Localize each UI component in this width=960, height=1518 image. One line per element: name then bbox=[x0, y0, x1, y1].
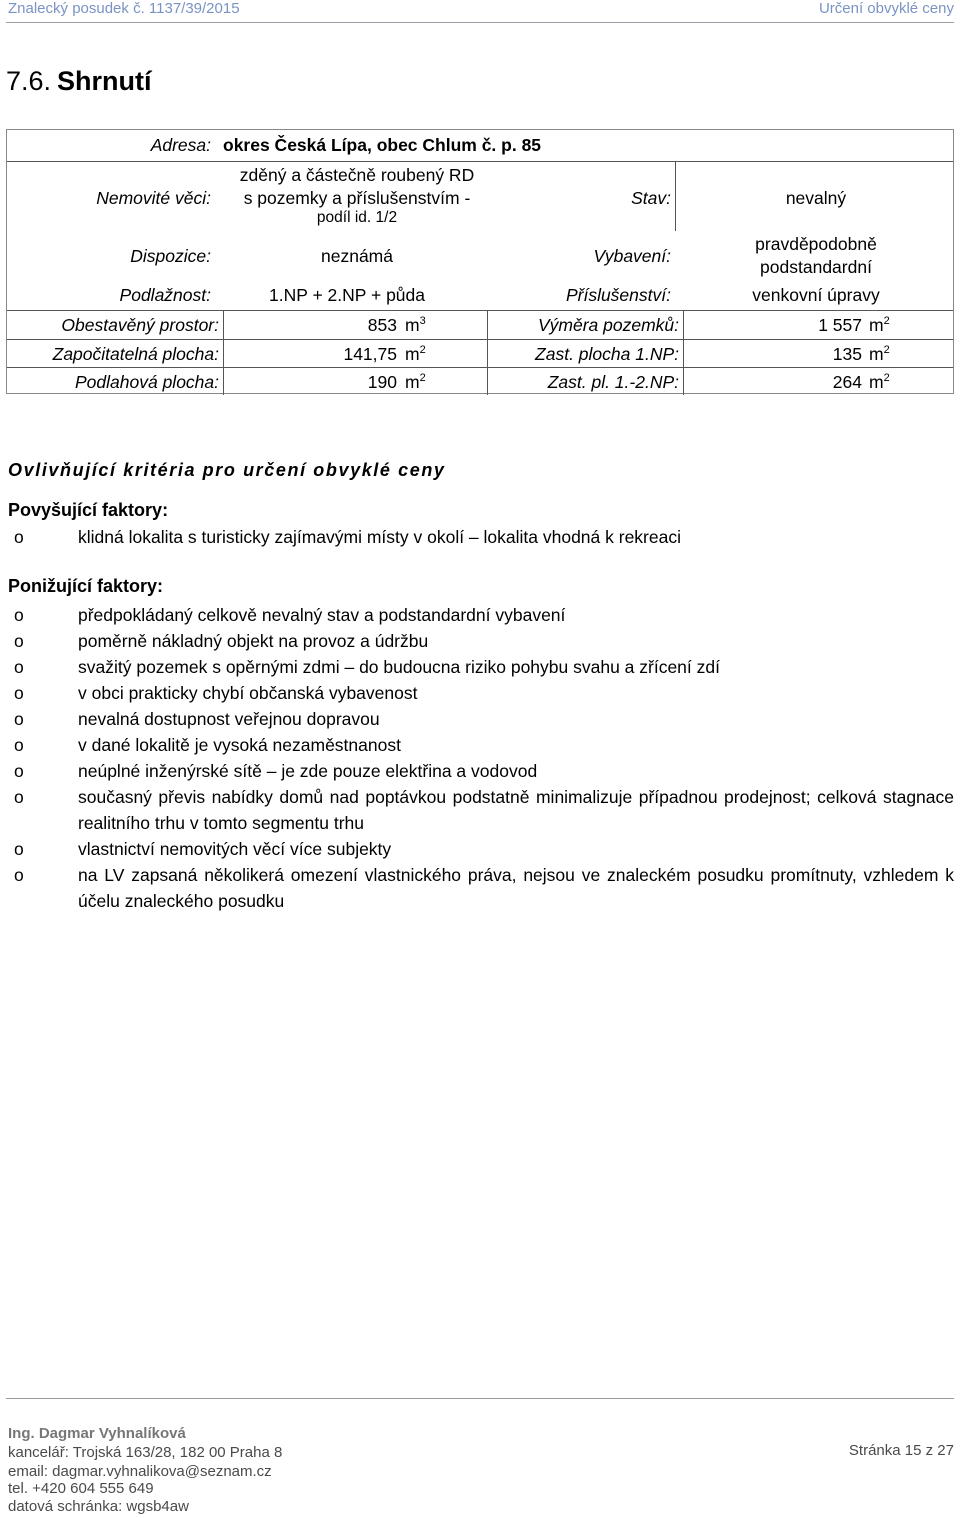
list-item bbox=[8, 732, 954, 758]
bullet-icon: o bbox=[14, 605, 24, 625]
floor-area-label: Podlahová plocha: bbox=[75, 372, 219, 392]
col-divider bbox=[487, 310, 488, 395]
raising-factors-title: Povyšující faktory: bbox=[8, 500, 169, 520]
address-value: okres Česká Lípa, obec Chlum č. p. 85 bbox=[223, 135, 542, 155]
counted-area-unit: $m^2$ bbox=[405, 344, 426, 364]
floor-area-value: 190 bbox=[367, 372, 397, 392]
footer-author: Ing. Dagmar Vyhnalíková bbox=[8, 1425, 186, 1442]
builtup-1np-label: Zast. plocha 1.NP: bbox=[535, 344, 679, 364]
list-item-text: na LV zapsaná několikerá omezení vlastnického práva, nejsou ve znaleckém posudku promítnuty, vzhledem k účelu znaleckého posudku bbox=[78, 865, 954, 911]
list-item bbox=[8, 680, 954, 706]
equipment-value-line1: pravděpodobně bbox=[755, 234, 877, 254]
header-section-name: Určení obvyklé ceny bbox=[818, 0, 954, 17]
list-item-text: v dané lokalitě je vysoká nezaměstnanost bbox=[78, 735, 401, 755]
state-label: Stav: bbox=[631, 188, 671, 208]
header-divider bbox=[6, 22, 954, 23]
col-divider bbox=[683, 310, 684, 395]
section-title: Shrnutí bbox=[57, 66, 152, 96]
list-item-text: nevalná dostupnost veřejnou dopravou bbox=[78, 709, 380, 729]
footer-databox: datová schránka: wgsb4aw bbox=[8, 1498, 189, 1515]
list-item bbox=[8, 706, 954, 732]
section-number: 7.6. bbox=[6, 66, 52, 96]
builtup-1np-unit: $m^2$ bbox=[869, 344, 890, 364]
built-space-unit: $m^3$ bbox=[405, 315, 426, 335]
items-value-line1: zděný a částečně roubený RD bbox=[239, 165, 475, 185]
list-item-text: neúplné inženýrské sítě – je zde pouze elektřina a vodovod bbox=[78, 761, 538, 781]
items-label: Nemovité věci: bbox=[96, 188, 211, 208]
list-item-text: poměrně nákladný objekt na provoz a údržbu bbox=[78, 631, 429, 651]
footer-divider bbox=[6, 1398, 954, 1399]
layout-label: Dispozice: bbox=[130, 246, 211, 266]
accessories-value: venkovní úpravy bbox=[752, 285, 880, 305]
land-area-label: Výměra pozemků: bbox=[537, 315, 679, 335]
list-item-text: předpokládaný celkově nevalný stav a podstandardní vybavení bbox=[78, 605, 566, 625]
land-area-value: 1 557 bbox=[818, 315, 862, 335]
builtup-12np-label: Zast. pl. 1.-2.NP: bbox=[547, 372, 679, 392]
list-item-text: vlastnictví nemovitých věcí více subjekty bbox=[78, 839, 392, 859]
floor-area-unit: $m^2$ bbox=[405, 372, 426, 392]
counted-area-label: Započitatelná plocha: bbox=[52, 344, 219, 364]
list-item bbox=[8, 628, 954, 654]
builtup-12np-unit: $m^2$ bbox=[869, 372, 890, 392]
footer-page-number: Stránka 15 z 27 bbox=[848, 1442, 954, 1459]
land-area-unit: $m^2$ bbox=[869, 315, 890, 335]
criteria-title: Ovlivňující kritéria pro určení obvyklé ceny bbox=[8, 460, 446, 480]
layout-value: neznámá bbox=[321, 246, 393, 266]
list-item bbox=[8, 758, 954, 784]
address-label: Adresa: bbox=[150, 135, 211, 155]
summary-table bbox=[6, 129, 954, 394]
footer-email: email: dagmar.vyhnalikova@seznam.cz bbox=[8, 1463, 272, 1480]
list-item bbox=[8, 654, 954, 680]
bullet-icon: o bbox=[14, 787, 24, 807]
col-divider bbox=[223, 310, 224, 395]
built-space-value: 853 bbox=[367, 315, 397, 335]
floors-value: 1.NP + 2.NP + půda bbox=[269, 285, 425, 305]
list-item-text: svažitý pozemek s opěrnými zdmi – do budoucna riziko pohybu svahu a zřícení zdí bbox=[78, 657, 720, 677]
lowering-factors-title: Ponižující faktory: bbox=[8, 576, 164, 596]
list-item bbox=[8, 602, 954, 628]
accessories-label: Příslušenství: bbox=[565, 285, 671, 305]
bullet-icon: o bbox=[14, 735, 24, 755]
list-item bbox=[8, 524, 954, 550]
builtup-12np-value: 264 bbox=[832, 372, 862, 392]
row-divider bbox=[7, 339, 953, 340]
built-space-label: Obestavěný prostor: bbox=[61, 315, 219, 335]
row-divider bbox=[7, 161, 953, 162]
state-value: nevalný bbox=[785, 188, 847, 208]
bullet-icon: o bbox=[14, 761, 24, 781]
equipment-label: Vybavení: bbox=[593, 246, 671, 266]
list-item-text: klidná lokalita s turisticky zajímavými místy v okolí – lokalita vhodná k rekreaci bbox=[78, 527, 681, 547]
list-item bbox=[8, 862, 954, 914]
counted-area-value: 141,75 bbox=[343, 344, 397, 364]
bullet-icon: o bbox=[14, 527, 24, 547]
builtup-1np-value: 135 bbox=[832, 344, 862, 364]
bullet-icon: o bbox=[14, 657, 24, 677]
footer-office: kancelář: Trojská 163/28, 182 00 Praha 8 bbox=[8, 1444, 283, 1461]
raising-factors-list bbox=[8, 524, 954, 550]
footer-phone: tel. +420 604 555 649 bbox=[8, 1480, 154, 1497]
bullet-icon: o bbox=[14, 631, 24, 651]
bullet-icon: o bbox=[14, 683, 24, 703]
row-divider bbox=[7, 310, 953, 311]
bullet-icon: o bbox=[14, 865, 24, 885]
items-value-line3: podíl id. 1/2 bbox=[316, 209, 398, 226]
row-divider bbox=[7, 367, 953, 368]
bullet-icon: o bbox=[14, 709, 24, 729]
items-value-line2: s pozemky a příslušenstvím - bbox=[243, 188, 471, 208]
bullet-icon: o bbox=[14, 839, 24, 859]
header-document-id: Znalecký posudek č. 1137/39/2015 bbox=[8, 0, 240, 17]
list-item-text: v obci prakticky chybí občanská vybavenost bbox=[78, 683, 418, 703]
floors-label: Podlažnost: bbox=[119, 285, 211, 305]
section-heading bbox=[6, 66, 152, 97]
equipment-value-line2: podstandardní bbox=[760, 257, 872, 277]
list-item bbox=[8, 836, 954, 862]
lowering-factors-list bbox=[8, 602, 954, 914]
col-divider bbox=[675, 161, 676, 231]
list-item bbox=[8, 784, 954, 836]
list-item-text: současný převis nabídky domů nad poptávkou podstatně minimalizuje případnou prodejnost; celková stagnace realitního trhu v tomto segmentu trhu bbox=[78, 787, 954, 833]
